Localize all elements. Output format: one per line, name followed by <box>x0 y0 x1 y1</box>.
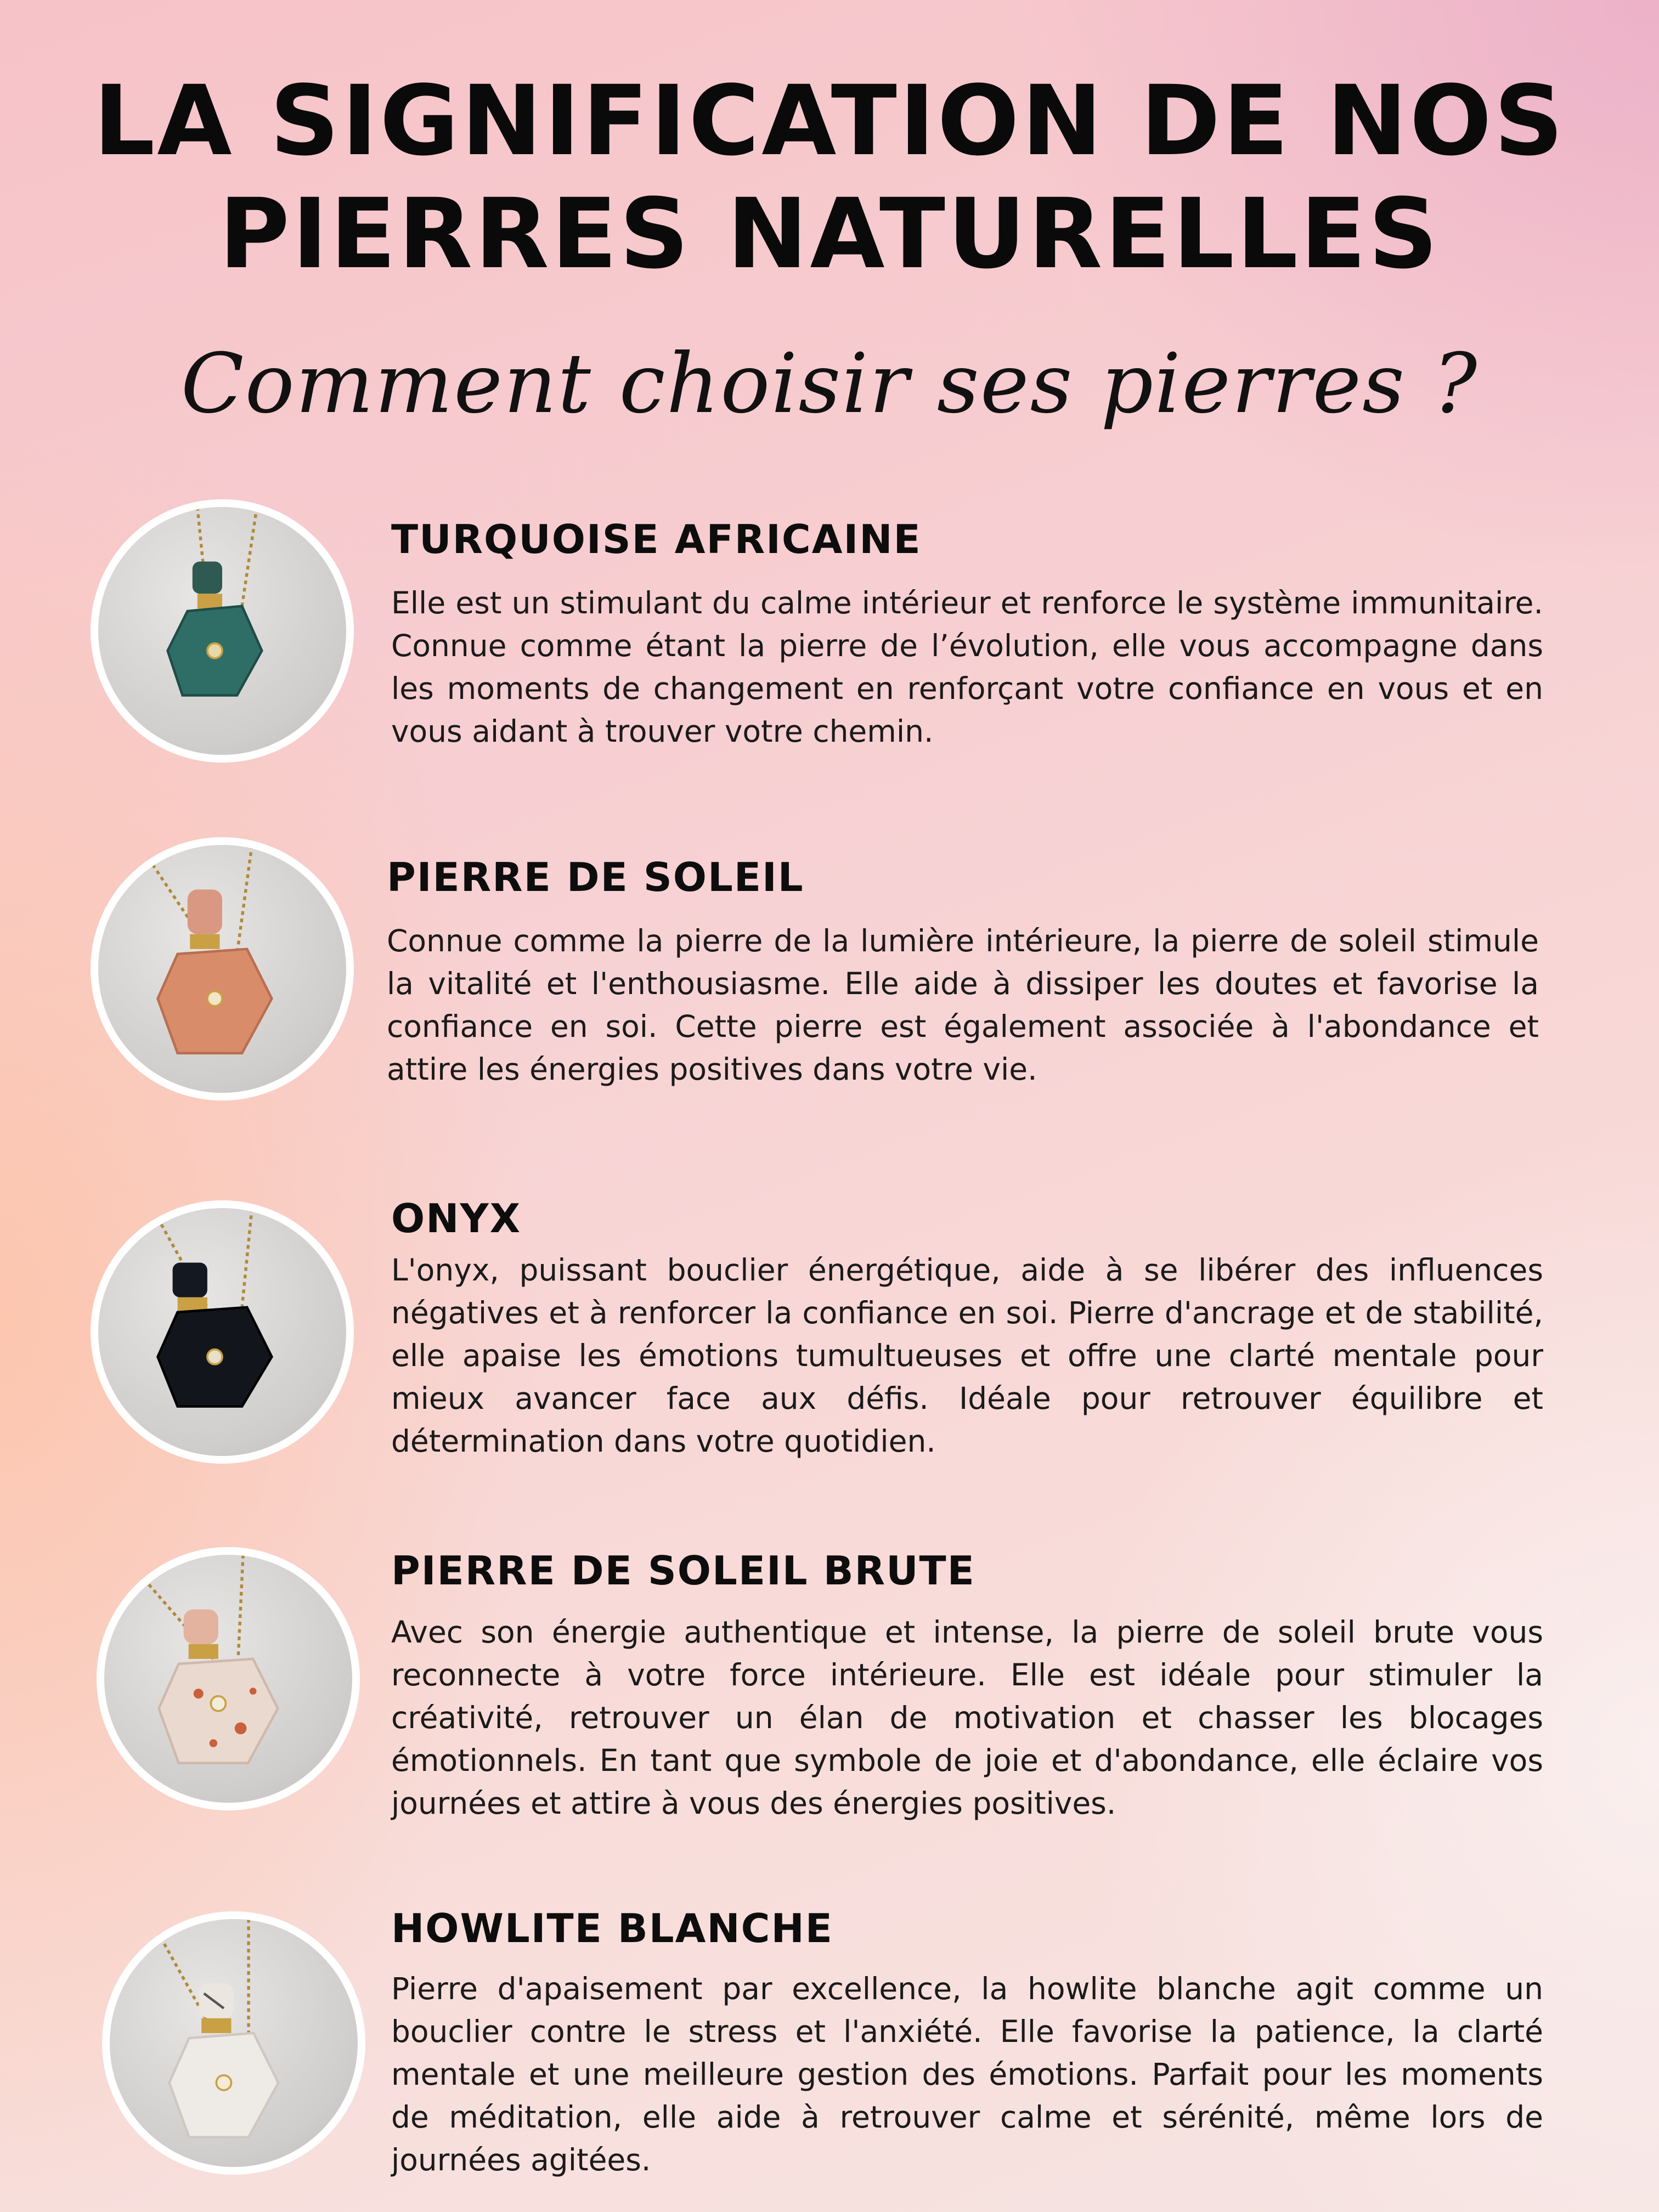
page-subtitle: Comment choisir ses pierres ? <box>180 336 1479 432</box>
turquoise-pendant-icon <box>91 499 354 763</box>
stone-name: PIERRE DE SOLEIL BRUTE <box>391 1548 975 1594</box>
stone-description: L'onyx, puissant bouclier énergétique, aide à se libérer des influences négatives et à renforcer la confiance en soi. Pierre d'ancrage et de stabilité, elle apaise les émotions tumultueuses et offre une clarté mentale pour mieux avancer face aux défis. Idéale pour retrouver équilibre et détermination dans votre quotidien. <box>391 1252 1543 1459</box>
stone-description: Avec son énergie authentique et intense, la pierre de soleil brute vous reconnecte à votre force intérieure. Elle est idéale pour stimuler la créativité, retrouver un élan de motivation et chasser les blocages émotionnels. En tant que symbole de joie et d'abondance, elle éclaire vos journées et attire à vous des énergies positives. <box>391 1615 1543 1821</box>
title-line-2: PIERRES NATURELLES <box>219 178 1440 290</box>
stone-description: Elle est un stimulant du calme intérieur et renforce le système immunitaire. Connue comme étant la pierre de l’évolution, elle vous accompagne dans les moments de changement en renforçant votre confiance en vous et en vous aidant à trouver votre chemin. <box>391 585 1543 749</box>
raw-sunstone-pendant-icon <box>97 1547 360 1810</box>
howlite-pendant-icon <box>102 1911 365 2175</box>
page-title <box>0 65 1659 291</box>
stone-description: Pierre d'apaisement par excellence, la howlite blanche agit comme un bouclier contre le stress et l'anxiété. Elle favorise la patience, la clarté mentale et une meilleure gestion des émotions. Parfait pour les moments de méditation, elle aide à retrouver calme et sérénité, même lors de journées agitées. <box>391 1971 1543 2177</box>
stone-description: Connue comme la pierre de la lumière intérieure, la pierre de soleil stimule la vitalité et l'enthousiasme. Elle aide à dissiper les doutes et favorise la confiance en soi. Cette pierre est également associée à l'abondance et attire les énergies positives dans votre vie. <box>387 923 1539 1087</box>
stone-name: PIERRE DE SOLEIL <box>387 854 804 900</box>
sunstone-pendant-icon <box>91 837 354 1101</box>
stone-name: ONYX <box>391 1195 522 1242</box>
stone-name: HOWLITE BLANCHE <box>391 1905 833 1951</box>
title-line-1: LA SIGNIFICATION DE NOS <box>93 65 1566 177</box>
stone-name: TURQUOISE AFRICAINE <box>391 516 922 562</box>
onyx-pendant-icon <box>91 1200 354 1464</box>
